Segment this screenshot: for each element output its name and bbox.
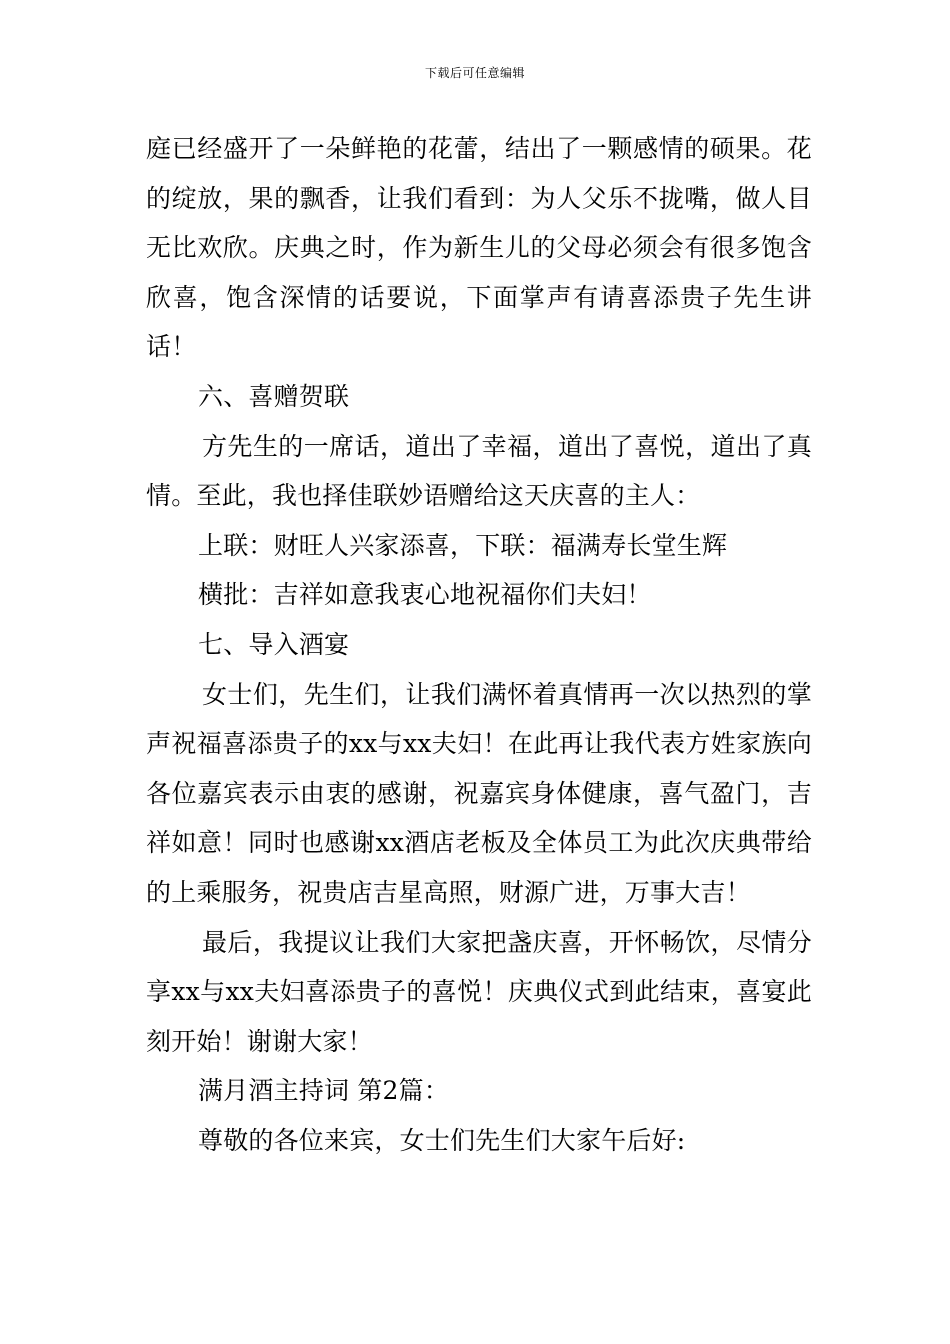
paragraph-celebration-continued: 庭已经盛开了一朵鲜艳的花蕾，结出了一颗感情的硕果。花的绽放，果的飘香，让我们看到：为人父乐不拢嘴，做人目无比欢欣。庆典之时，作为新生儿的父母必须会有很多饱含欣喜，饱含深情的话要说，下面掌声有请喜添贵子先生讲话！ xyxy=(146,134,812,362)
paragraph-closing: 最后，我提议让我们大家把盏庆喜，开怀畅饮，尽情分享xx与xx夫妇喜添贵子的喜悦！庆典仪式到此结束，喜宴此刻开始！谢谢大家！ xyxy=(146,927,812,1056)
section-heading-banquet: 七、导入酒宴 xyxy=(198,629,350,659)
section-title-part-2: 满月酒主持词 第2篇： xyxy=(198,1076,450,1106)
paragraph-thanks: 女士们，先生们，让我们满怀着真情再一次以热烈的掌声祝福喜添贵子的xx与xx夫妇！在此再让我代表方姓家族向各位嘉宾表示由衷的感谢，祝嘉宾身体健康，喜气盈门，吉祥如意！同时也感谢xx酒店老板及全体员工为此次庆典带给的上乘服务，祝贵店吉星高照，财源广进，万事大吉！ xyxy=(146,679,812,907)
greeting-line: 尊敬的各位来宾，女士们先生们大家午后好: xyxy=(198,1125,686,1155)
page-header-note: 下载后可任意编辑 xyxy=(424,66,525,80)
couplet-upper-lower: 上联：财旺人兴家添喜，下联：福满寿长堂生辉 xyxy=(198,530,728,560)
document-body xyxy=(146,124,812,1165)
couplet-banner: 横批：吉祥如意我衷心地祝福你们夫妇！ xyxy=(198,580,652,610)
paragraph-couplet-intro: 方先生的一席话，道出了幸福，道出了喜悦，道出了真情。至此，我也择佳联妙语赠给这天庆喜的主人： xyxy=(146,431,812,511)
section-heading-couplet: 六、喜赠贺联 xyxy=(198,381,350,411)
